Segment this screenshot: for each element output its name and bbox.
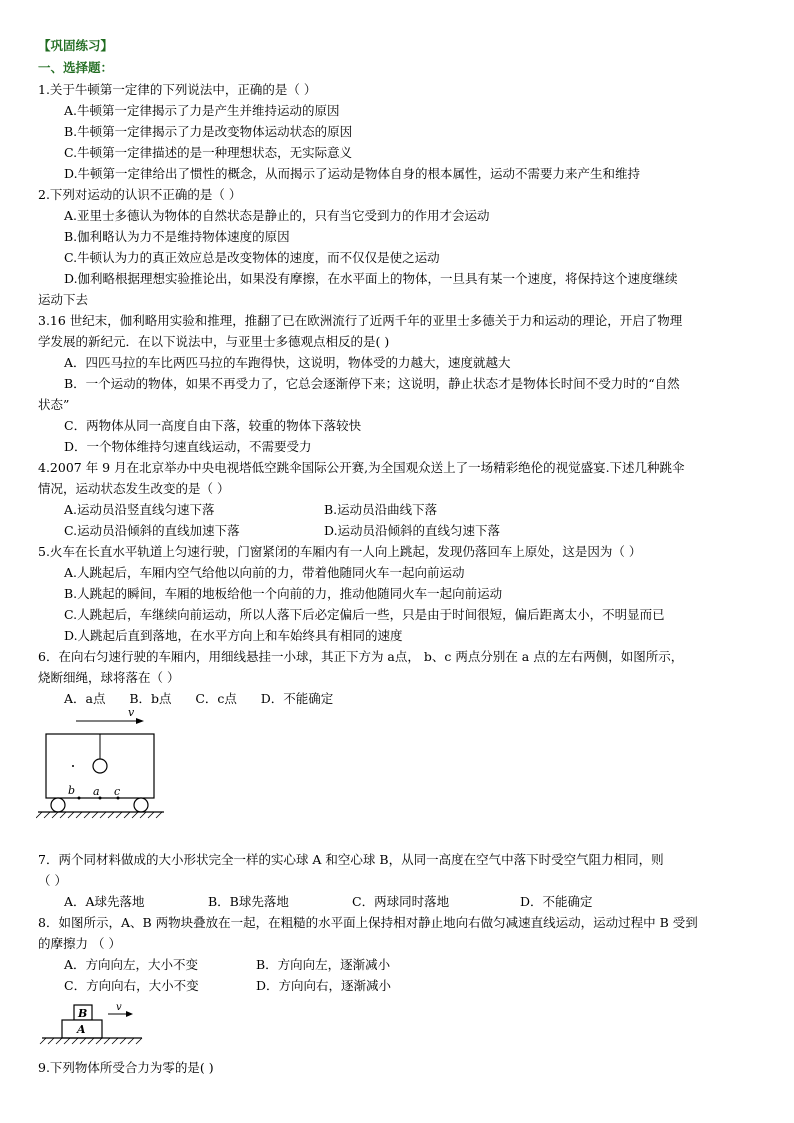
q7-stem-cont: （ ）: [38, 873, 67, 888]
section-header: 【巩固练习】: [38, 38, 114, 53]
q1-option-c: C.牛顿第一定律描述的是一种理想状态，无实际意义: [64, 145, 353, 160]
q2-option-d: D.伽利略根据理想实验推论出，如果没有摩擦，在水平面上的物体，一旦具有某一个速度，将保持这个速度继续: [64, 271, 678, 286]
q3-option-a: A．四匹马拉的车比两匹马拉的车跑得快，这说明，物体受的力越大，速度就越大: [64, 355, 511, 370]
q8-stem-cont: 的摩擦力 （ ）: [38, 936, 121, 951]
q5-option-a: A.人跳起后，车厢内空气给他以向前的力，带着他随同火车一起向前运动: [64, 565, 465, 580]
svg-text:v: v: [116, 1002, 122, 1013]
q1-stem: 1.关于牛顿第一定律的下列说法中，正确的是（ ）: [38, 82, 317, 97]
q6-options: A．a点 B．b点 C．c点 D．不能确定: [64, 691, 334, 706]
q3-option-b: B．一个运动的物体，如果不再受力了，它总会逐渐停下来；这说明，静止状态才是物体长时间不受力时的“自然: [64, 376, 680, 391]
q4-option-a: A.运动员沿竖直线匀速下落: [64, 502, 215, 517]
q7-option-a: A．A球先落地: [64, 894, 145, 909]
q9-stem: 9.下列物体所受合力为零的是( ): [38, 1060, 214, 1075]
q8-option-c: C．方向向右，大小不变: [64, 978, 199, 993]
q5-option-d: D.人跳起后直到落地，在水平方向上和车始终具有相同的速度: [64, 628, 403, 643]
q5-option-c: C.人跳起后，车继续向前运动，所以人落下后必定偏后一些，只是由于时间很短，偏后距离太小，不明显而已: [64, 607, 665, 622]
q4-option-b: B.运动员沿曲线下落: [324, 502, 438, 517]
q7-option-b: B．B球先落地: [208, 894, 289, 909]
q3-stem: 3.16 世纪末，伽利略用实验和推理，推翻了已在欧洲流行了近两千年的亚里士多德关于力和运动的理论，开启了物理: [38, 313, 683, 328]
q5-option-b: B.人跳起的瞬间，车厢的地板给他一个向前的力，推动他随同火车一起向前运动: [64, 586, 503, 601]
part-title: 一、选择题：: [38, 60, 114, 75]
q4-option-c: C.运动员沿倾斜的直线加速下落: [64, 523, 240, 538]
q2-option-d-cont: 运动下去: [38, 292, 89, 307]
svg-text:A: A: [77, 1023, 86, 1036]
q8-option-a: A．方向向左，大小不变: [64, 957, 199, 972]
q5-stem: 5.火车在长直水平轨道上匀速行驶，门窗紧闭的车厢内有一人向上跳起，发现仍落回车上原处，这是因为（ ）: [38, 544, 642, 559]
q6-stem-cont: 烧断细绳，球将落在（ ）: [38, 670, 180, 685]
q3-option-c: C．两物体从同一高度自由下落，较重的物体下落较快: [64, 418, 362, 433]
stacked-blocks-figure: [38, 1000, 148, 1050]
q1-option-d: D.牛顿第一定律给出了惯性的概念，从而揭示了运动是物体自身的根本属性，运动不需要力来产生和维持: [64, 166, 641, 181]
q7-option-d: D．不能确定: [520, 894, 593, 909]
svg-text:c: c: [114, 785, 121, 798]
train-car-figure: [36, 706, 166, 822]
q2-stem: 2.下列对运动的认识不正确的是（ ）: [38, 187, 242, 202]
q2-option-c: C.牛顿认为力的真正效应总是改变物体的速度，而不仅仅是使之运动: [64, 250, 440, 265]
q1-option-a: A.牛顿第一定律揭示了力是产生并维持运动的原因: [64, 103, 340, 118]
q8-option-d: D．方向向右，逐渐减小: [256, 978, 392, 993]
q2-option-a: A.亚里士多德认为物体的自然状态是静止的，只有当它受到力的作用才会运动: [64, 208, 490, 223]
q4-stem: 4.2007 年 9 月在北京举办中央电视塔低空跳伞国际公开赛,为全国观众送上了一场精彩绝伦的视觉盛宴.下述几种跳伞: [38, 460, 685, 475]
q2-option-b: B.伽利略认为力不是维持物体速度的原因: [64, 229, 290, 244]
q8-option-b: B．方向向左，逐渐减小: [256, 957, 391, 972]
q1-option-b: B.牛顿第一定律揭示了力是改变物体运动状态的原因: [64, 124, 353, 139]
velocity-label: v: [128, 706, 135, 719]
q7-option-c: C．两球同时落地: [352, 894, 450, 909]
q3-option-d: D．一个物体维持匀速直线运动，不需要受力: [64, 439, 312, 454]
q7-stem: 7．两个同材料做成的大小形状完全一样的实心球 A 和空心球 B，从同一高度在空气中落下时受空气阻力相同，则: [38, 852, 664, 867]
q4-stem-cont: 情况，运动状态发生改变的是（ ）: [38, 481, 230, 496]
q3-stem-cont: 学发展的新纪元．在以下说法中，与亚里士多德观点相反的是( ): [38, 334, 390, 349]
svg-text:b: b: [68, 784, 76, 797]
q6-stem: 6．在向右匀速行驶的车厢内，用细线悬挂一小球，其正下方为 a点， b、c 两点分别在 a 点的左右两侧，如图所示，: [38, 649, 684, 664]
svg-text:a: a: [93, 785, 100, 798]
svg-text:B: B: [78, 1007, 88, 1020]
q3-option-b-cont: 状态”: [38, 397, 70, 412]
q8-stem: 8．如图所示，A、B 两物块叠放在一起，在粗糙的水平面上保持相对静止地向右做匀减速直线运动，运动过程中 B 受到: [38, 915, 698, 930]
q4-option-d: D.运动员沿倾斜的直线匀速下落: [324, 523, 501, 538]
